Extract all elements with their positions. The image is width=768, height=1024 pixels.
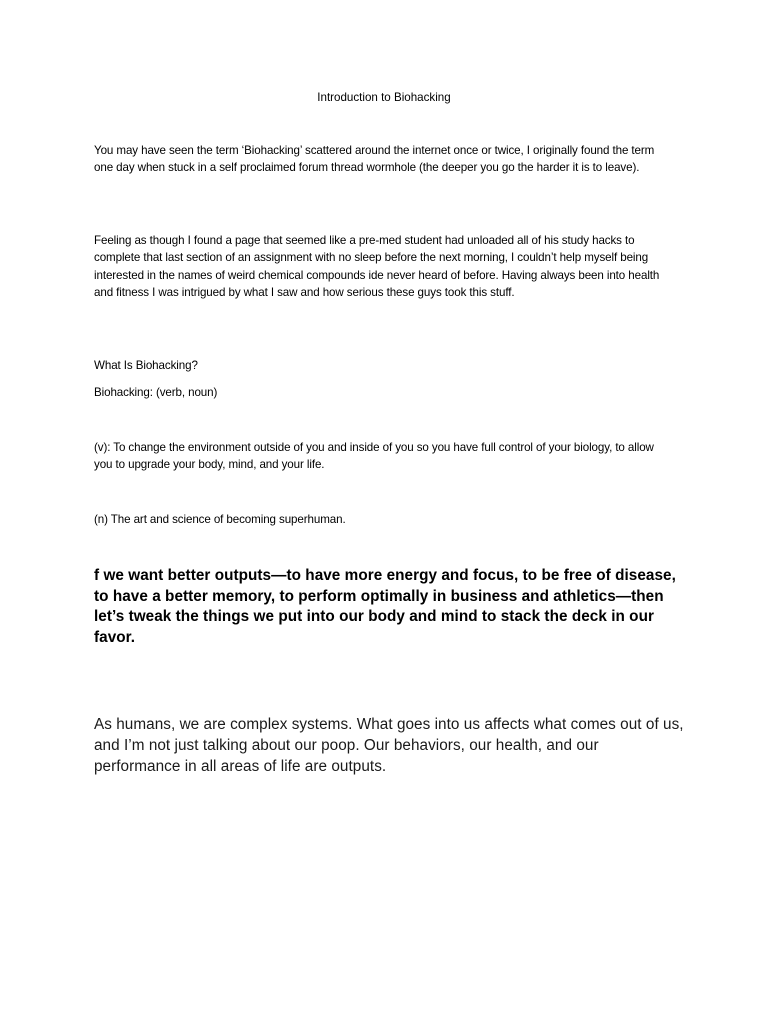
outputs-quote: f we want better outputs—to have more energy and focus, to be free of disease, to have a better memory, to perform optimally in business and athletics—then let’s tweak the things we put into our body and mind to stack the deck in our favor. [94, 567, 676, 646]
definition-heading: Biohacking: (verb, noun) [94, 386, 218, 399]
question-heading: What Is Biohacking? [94, 359, 198, 372]
verb-definition: (v): To change the environment outside of you and inside of you so you have full control of your biology, to allow you to upgrade your body, mind, and your life. [94, 441, 654, 472]
document-title: Introduction to Biohacking [317, 91, 451, 104]
systems-paragraph: As humans, we are complex systems. What goes into us affects what comes out of us, and I’m not just talking about our poop. Our behaviors, our health, and our performance in all areas of life are outputs. [94, 716, 684, 775]
intro-paragraph: You may have seen the term ‘Biohacking’ scattered around the internet once or twice, I originally found the term one day when stuck in a self proclaimed forum thread wormhole (the deeper you go the harder it is to leave). [94, 144, 655, 175]
feeling-paragraph: Feeling as though I found a page that seemed like a pre-med student had unloaded all of his study hacks to complete that last section of an assignment with no sleep before the next morning, I couldn’t help myself being interested in the names of weird chemical compounds ide never heard of before. Having always been into health and fitness I was intrigued by what I saw and how serious these guys took this stuff. [94, 234, 660, 300]
noun-definition: (n) The art and science of becoming superhuman. [94, 513, 346, 526]
